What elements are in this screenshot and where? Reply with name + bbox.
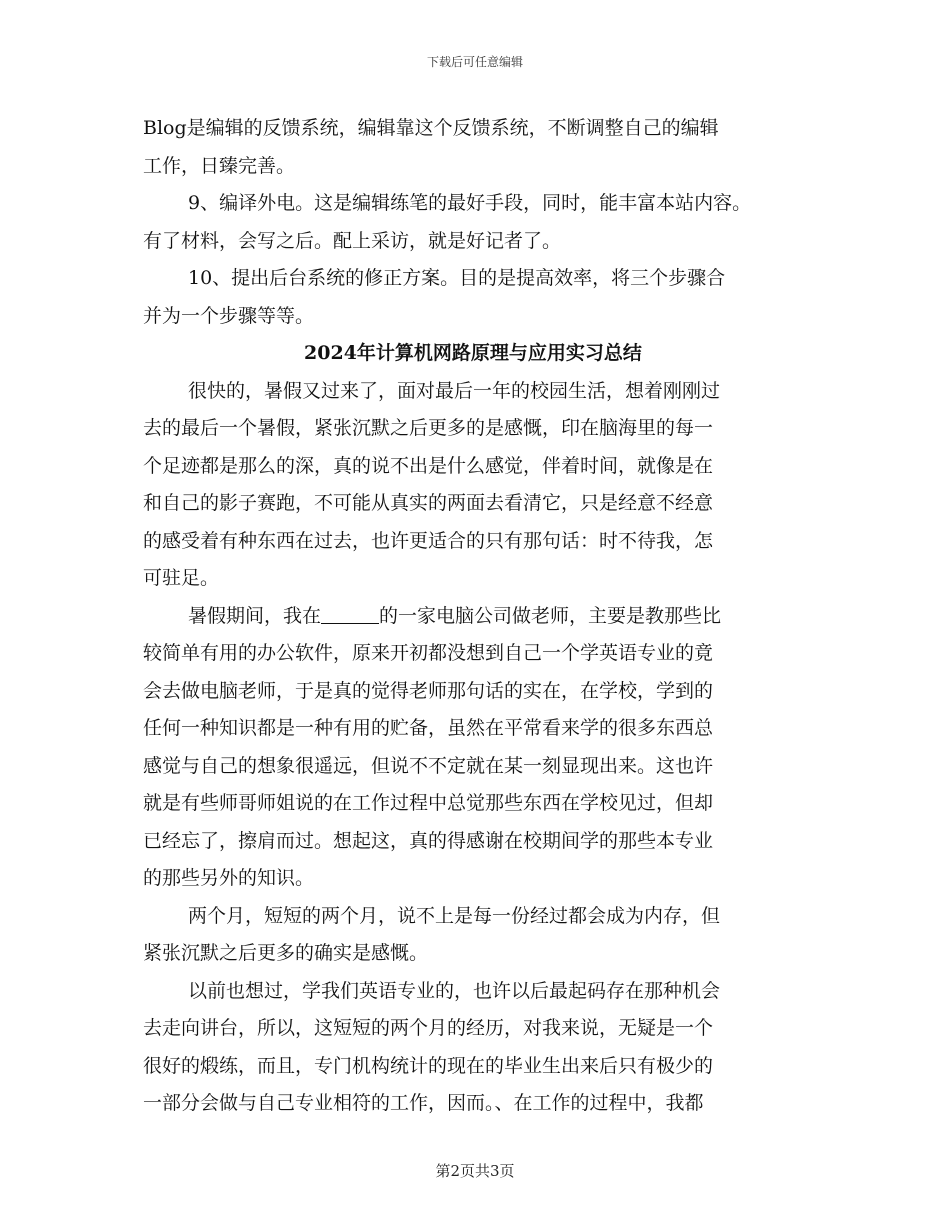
text-line: 工作，日臻完善。 xyxy=(143,154,296,177)
text-line: 较简单有用的办公软件，原来开初都没想到自己一个学英语专业的竟 xyxy=(143,642,714,664)
text-line: 9、编译外电。这是编辑练笔的最好手段，同时，能丰富本站内容。 xyxy=(188,192,752,214)
text-line: 可驻足。 xyxy=(143,567,220,589)
text-line: 有了材料，会写之后。配上采访，就是好记者了。 xyxy=(143,229,562,252)
text-line: 感觉与自己的想象很遥远，但说不不定就在某一刻显现出来。这也许 xyxy=(143,754,714,777)
fill-blank xyxy=(321,605,379,624)
text-line: 的感受着有种东西在过去，也许更适合的只有那句话：时不待我，怎 xyxy=(143,529,714,552)
text-line: 很好的煅练，而且，专门机构统计的现在的毕业生出来后只有极少的 xyxy=(143,1054,714,1077)
page-footer: 第2页共3页 xyxy=(435,1162,515,1180)
text-line: 两个月，短短的两个月，说不上是每一份经过都会成为内存，但 xyxy=(188,904,721,927)
text-line: 已经忘了，擦肩而过。想起这，真的得感谢在校期间学的那些本专业 xyxy=(143,829,714,852)
text-line: 的那些另外的知识。 xyxy=(143,867,315,889)
section-title: 2024年计算机网路原理与应用实习总结 xyxy=(304,342,642,364)
text-line: 就是有些师哥师姐说的在工作过程中总觉那些东西在学校见过，但却 xyxy=(143,792,714,814)
text-line: 一部分会做与自己专业相符的工作，因而。、在工作的过程中，我都 xyxy=(143,1092,704,1114)
text-line: 去的最后一个暑假，紧张沉默之后更多的是感慨，印在脑海里的每一 xyxy=(143,417,714,439)
text-line: Blog是编辑的反馈系统，编辑靠这个反馈系统，不断调整自己的编辑 xyxy=(143,117,719,139)
text-line: 很快的，暑假又过来了，面对最后一年的校园生活，想着刚刚过 xyxy=(188,379,721,402)
text-line: 会去做电脑老师，于是真的觉得老师那句话的实在，在学校，学到的 xyxy=(143,679,714,702)
text-line: 去走向讲台，所以，这短短的两个月的经历，对我来说，无疑是一个 xyxy=(143,1017,714,1039)
text-segment: 暑假期间，我在 xyxy=(188,604,322,627)
text-line xyxy=(143,598,803,636)
text-line: 个足迹都是那么的深，真的说不出是什么感觉，伴着时间，就像是在 xyxy=(143,454,714,477)
document-body xyxy=(143,110,803,1123)
text-line: 任何一种知识都是一种有用的贮备，虽然在平常看来学的很多东西总 xyxy=(143,717,714,739)
text-line: 紧张沉默之后更多的确实是感慨。 xyxy=(143,942,429,964)
text-line: 和自己的影子赛跑，不可能从真实的两面去看清它，只是经意不经意 xyxy=(143,492,714,514)
text-segment: 的一家电脑公司做老师，主要是教那些比 xyxy=(379,604,722,627)
text-line: 10、提出后台系统的修正方案。目的是提高效率，将三个步骤合 xyxy=(188,267,726,289)
text-line: 以前也想过，学我们英语专业的，也许以后最起码存在那种机会 xyxy=(188,979,721,1002)
text-line: 并为一个步骤等等。 xyxy=(143,304,315,327)
page-header: 下载后可任意编辑 xyxy=(426,55,523,69)
